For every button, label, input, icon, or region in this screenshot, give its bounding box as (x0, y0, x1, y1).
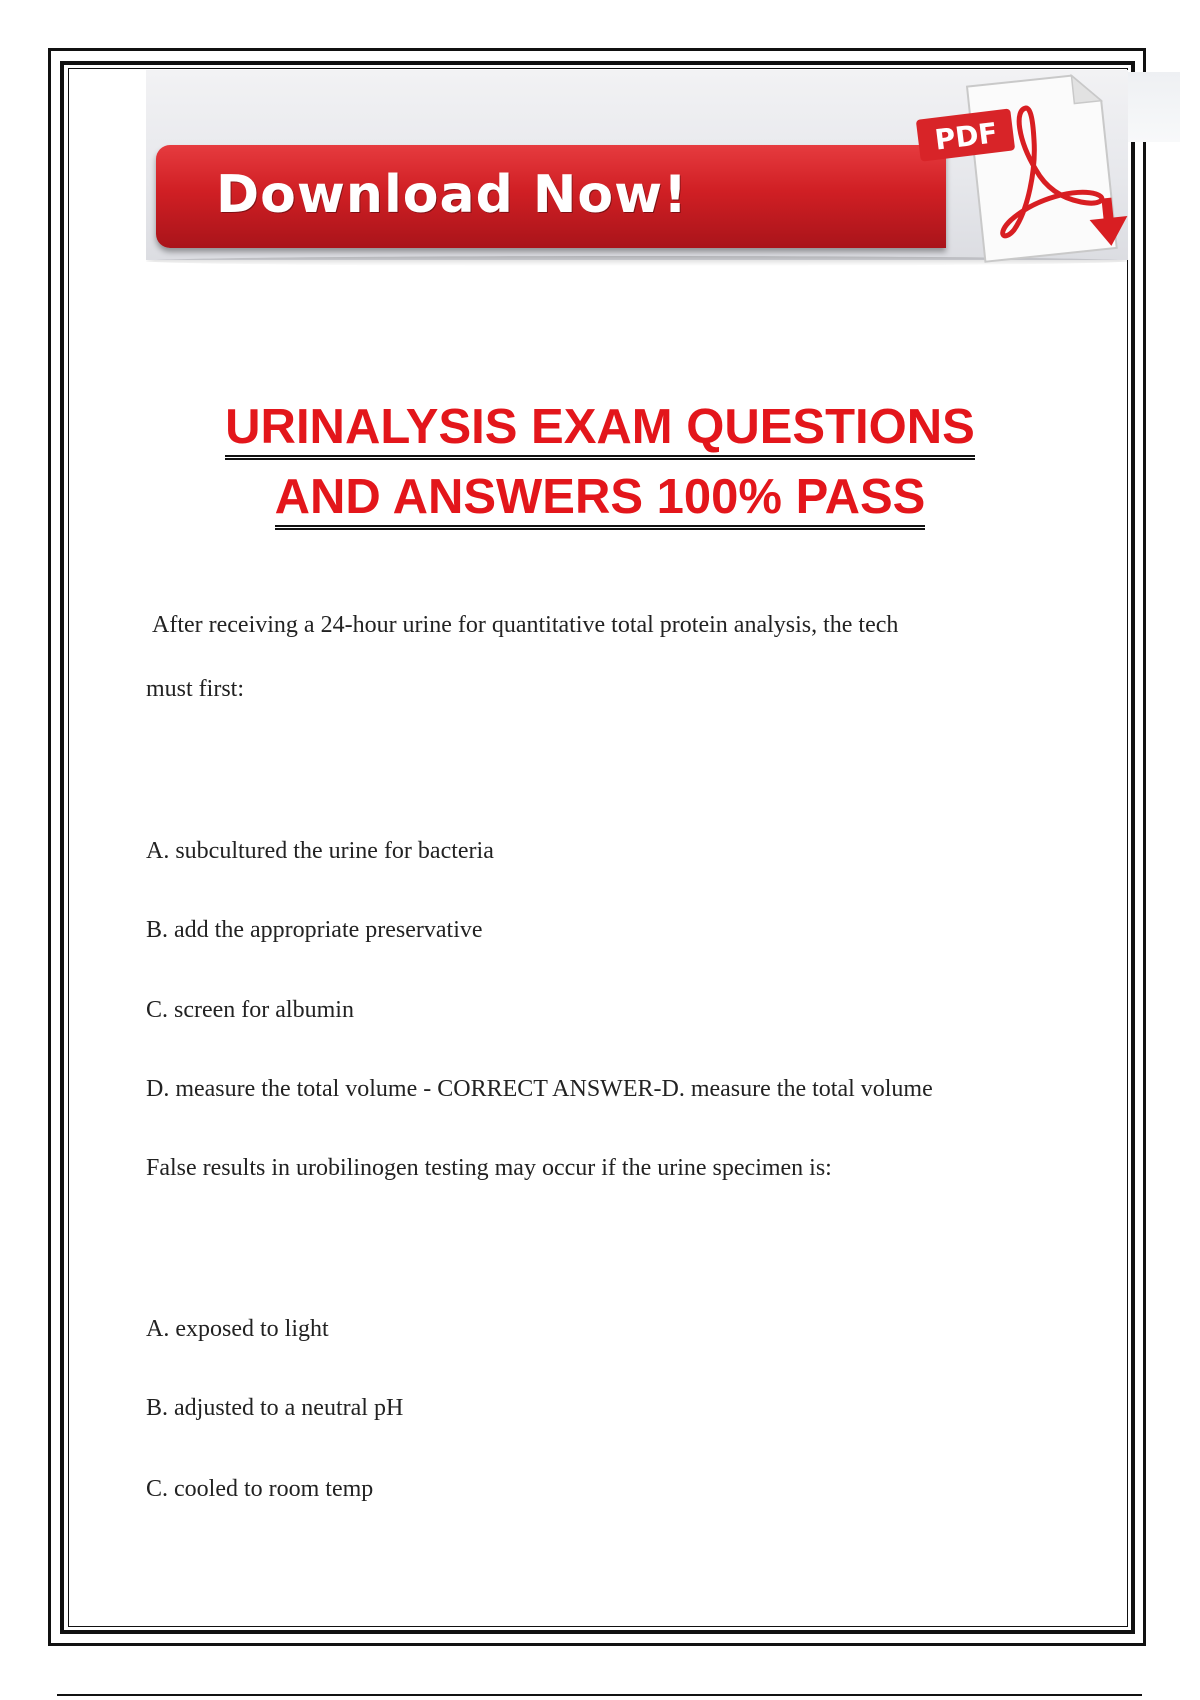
download-now-label: Download Now! (216, 165, 688, 225)
question-2-option-b: B. adjusted to a neutral pH (146, 1395, 404, 1421)
question-1-option-b: B. add the appropriate preservative (146, 917, 483, 943)
question-1-line-1: After receiving a 24-hour urine for quantitative total protein analysis, the tech (152, 612, 899, 638)
question-1-line-2: must first: (146, 676, 245, 702)
title-line-2: AND ANSWERS 100% PASS (275, 470, 926, 530)
question-1-option-d: D. measure the total volume - CORRECT ANSWER-D. measure the total volume (146, 1076, 933, 1102)
document-title (150, 392, 1050, 532)
question-2-line-1: False results in urobilinogen testing may occur if the urine specimen is: (146, 1155, 832, 1181)
question-2-option-c: C. cooled to room temp (146, 1476, 374, 1502)
pdf-file-icon (886, 70, 1136, 265)
question-2-option-a: A. exposed to light (146, 1316, 329, 1342)
title-line-1: URINALYSIS EXAM QUESTIONS (225, 400, 975, 460)
question-1-option-c: C. screen for albumin (146, 997, 354, 1023)
download-banner[interactable] (146, 70, 1196, 270)
download-now-button[interactable] (156, 145, 946, 248)
pdf-badge-label: PDF (932, 116, 1000, 157)
question-1-option-a: A. subcultured the urine for bacteria (146, 838, 494, 864)
footer-rule (57, 1694, 1142, 1696)
